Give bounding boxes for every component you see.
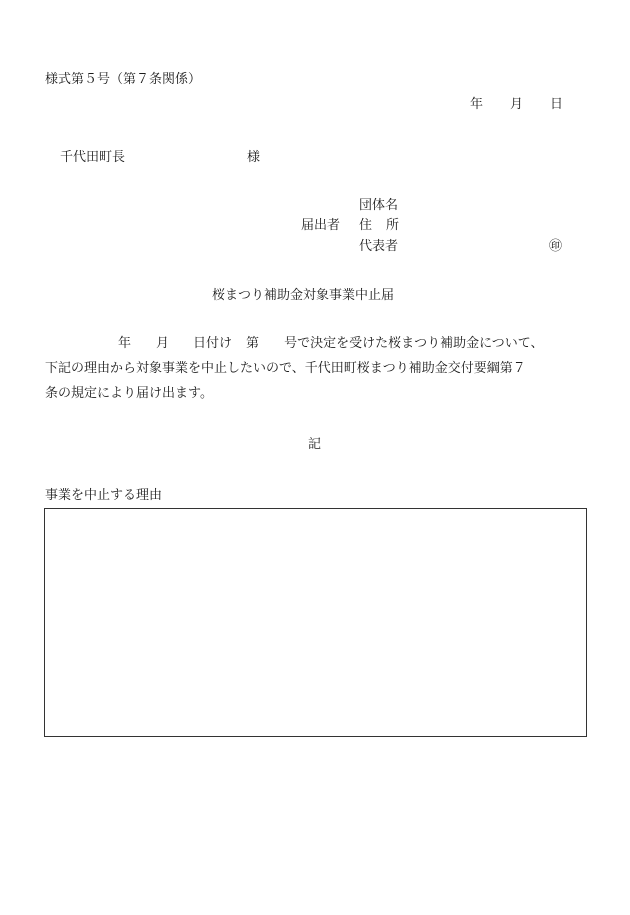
address-label-part-2: 所: [386, 218, 400, 233]
addressee-line: [60, 151, 260, 164]
body-line-2: 下記の理由から対象事業を中止したいので、千代田町桜まつり補助金交付要綱第７: [45, 361, 526, 376]
body-line-1-rest: 号で決定を受けた桜まつり補助金について、: [284, 336, 544, 351]
date-year-label: 年: [470, 97, 484, 112]
date-line: [470, 98, 563, 111]
org-name-label: 団体名: [359, 198, 399, 213]
addressee-name: 千代田町長: [60, 150, 126, 165]
body-line-1: [118, 337, 544, 350]
address-label: [359, 219, 399, 232]
document-title: 桜まつり補助金対象事業中止届: [212, 288, 395, 303]
date-month-label: 月: [510, 97, 524, 112]
reason-label: 事業を中止する理由: [45, 488, 163, 503]
ki-heading: 記: [308, 437, 322, 452]
form-number: 様式第５号（第７条関係）: [45, 72, 202, 87]
date-day-label: 日: [550, 97, 564, 112]
body-month-label: 月: [156, 336, 170, 351]
submitter-label: 届出者: [301, 218, 341, 233]
body-year-label: 年: [118, 336, 132, 351]
body-dated-label: 日付け: [193, 336, 233, 351]
body-dai-label: 第: [246, 336, 260, 351]
body-line-3: 条の規定により届け出ます。: [45, 386, 213, 401]
representative-label: 代表者: [359, 239, 399, 254]
address-label-part-1: 住: [359, 218, 373, 233]
seal-icon: ㊞: [549, 239, 563, 254]
addressee-honorific: 様: [247, 150, 261, 165]
reason-box[interactable]: [44, 508, 587, 737]
